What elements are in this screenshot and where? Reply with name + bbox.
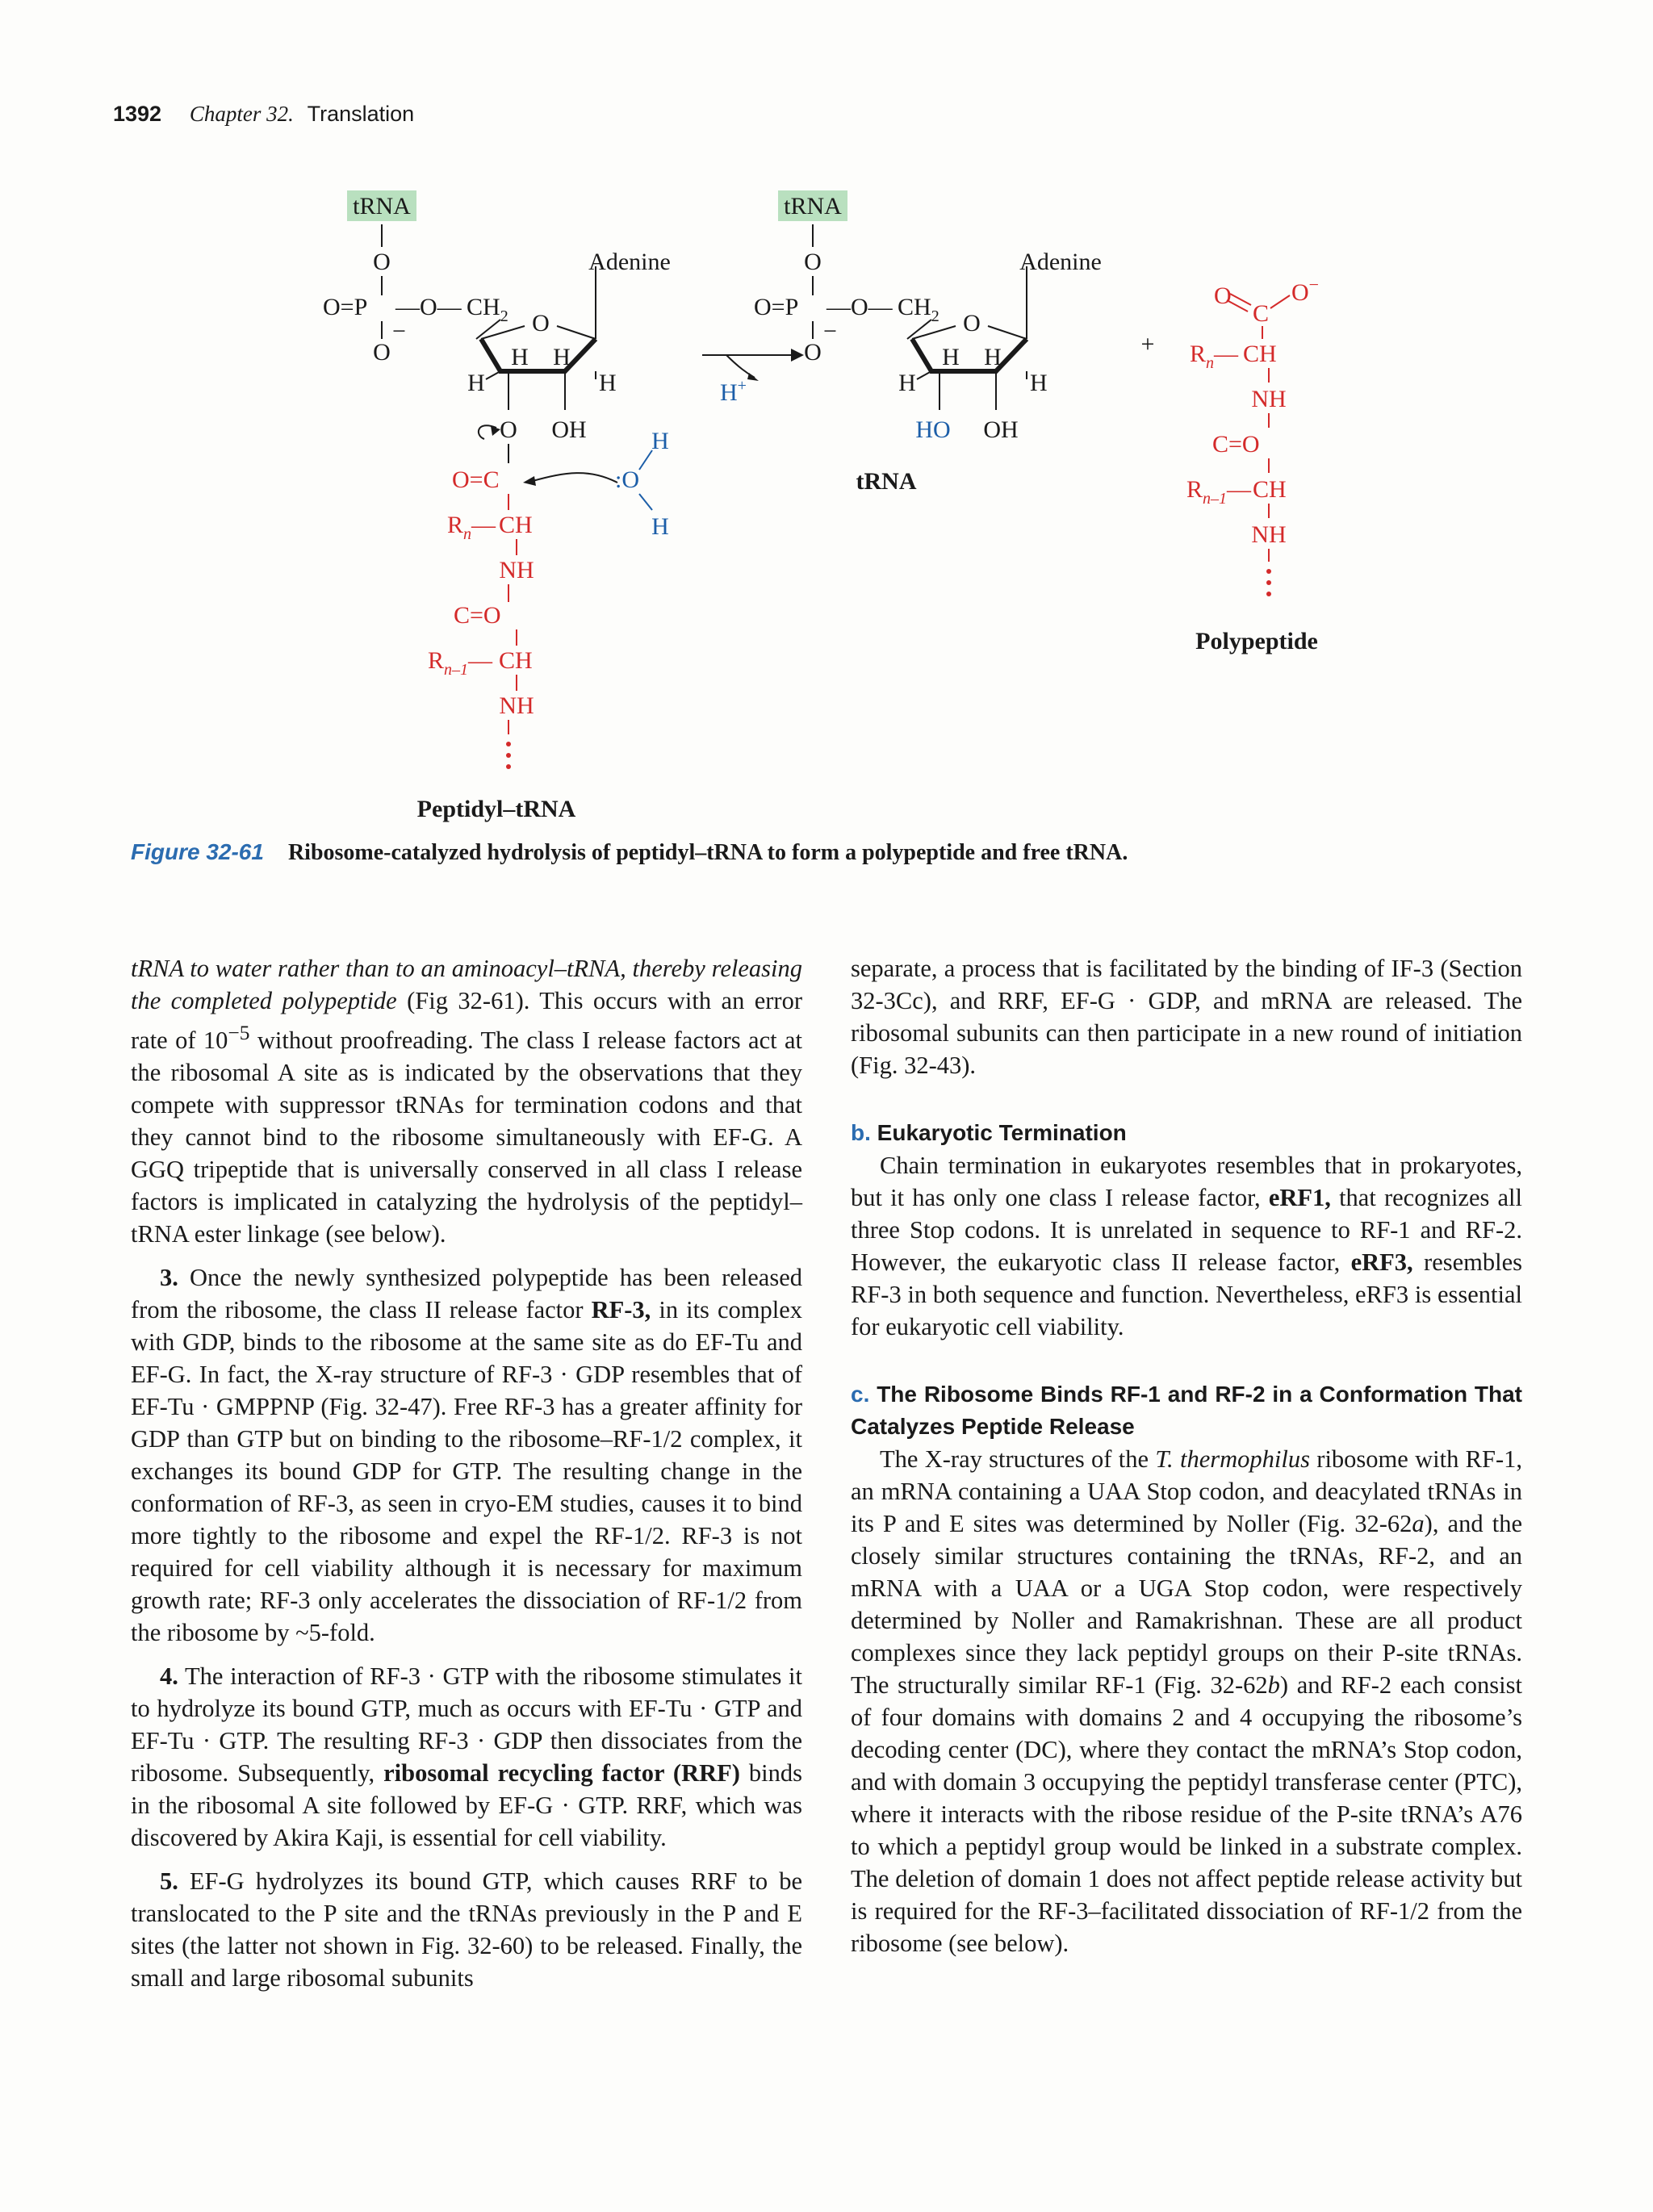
text: (Fig 32-61). This occurs with an error rate of 10 bbox=[131, 987, 802, 1055]
text: ), and the closely similar structures containing the tRNAs, RF-2, and an mRNA with a UAA or a UGA Stop codon, were respectively determined by Noller and Ramakrishnan. These are all product complexes since they lack peptidyl groups on their P-site tRNAs. The structurally similar RF-1 (Fig. 32-62 bbox=[851, 1510, 1522, 1699]
paragraph-item-3 bbox=[131, 1261, 802, 1649]
term: ribosomal recycling factor (RRF) bbox=[383, 1759, 740, 1788]
free-trna-structure bbox=[754, 190, 1102, 495]
section-letter: c. bbox=[851, 1382, 870, 1407]
text: in its complex with GDP, binds to the ribosome at the same site as do EF-Tu and EF-G. In fact, the X-ray structure of RF-3 · GDP resembles that of EF-Tu · GMPPNP (Fig. 32-47). Free RF-3 has a greater affinity for GDP than GTP but on binding to the ribosome–RF-1/2 complex, it exchanges its bound GDP for GTP. The resulting change in the conformation of RF-3, as seen in cryo-EM studies, causes it to bind more tightly to the ribosome and expel the RF-1/2. RF-3 is not required for cell viability although it is necessary for maximum growth rate; RF-3 only accelerates the dissociation of RF-1/2 from the ribosome by ~5-fold. bbox=[131, 1296, 802, 1647]
right-column bbox=[851, 952, 1522, 1971]
rn1-right: $R_{n-1}—$ bbox=[1186, 476, 1252, 508]
oh-left: OH bbox=[551, 416, 587, 443]
item-number: 5. bbox=[160, 1867, 178, 1896]
text: that recognizes all three Stop codons. It is unrelated in sequence to RF-1 and RF-2. However, the eukaryotic class II release factor, bbox=[851, 1184, 1523, 1276]
paragraph-item-4 bbox=[131, 1660, 802, 1854]
free-trna-label: tRNA bbox=[856, 468, 917, 495]
ch2-right: $CH_2$ bbox=[898, 294, 939, 325]
section-heading-c bbox=[851, 1378, 1522, 1443]
italic-text: tRNA to water rather than to an aminoacyl–tRNA, thereby releasing the completed polypeptide bbox=[131, 955, 802, 1014]
adenine-left: Adenine bbox=[588, 249, 671, 275]
carbonyl-left: O=C bbox=[452, 466, 500, 493]
h-right-1: H bbox=[942, 344, 960, 370]
caption-text: Ribosome-catalyzed hydrolysis of peptidyl–tRNA to form a polypeptide and free tRNA. bbox=[287, 840, 1128, 865]
trna-label-right: tRNA bbox=[784, 193, 842, 220]
nh-left-1: NH bbox=[499, 557, 534, 583]
ester-o-right: —O— bbox=[826, 294, 893, 320]
text: resembles RF-3 in both sequence and function. Nevertheless, eRF3 is essential for eukaryotic cell viability. bbox=[851, 1248, 1522, 1340]
phosphate-o-top: O bbox=[373, 249, 391, 275]
h-left-1: H bbox=[511, 344, 529, 370]
text: ribosome with RF-1, an mRNA containing a UAA Stop codon, and deacylated tRNAs in its P and E sites was determined by Noller (Fig. 32-62 bbox=[851, 1445, 1522, 1537]
proton-label: H+ bbox=[720, 377, 747, 406]
c-double-o-right: C=O bbox=[1212, 431, 1260, 458]
water-h-top: H bbox=[651, 428, 669, 454]
text: Chain termination in eukaryotes resembles that in prokaryotes, but it has only one class I release factor, bbox=[851, 1152, 1522, 1211]
c-double-o-left: C=O bbox=[454, 602, 501, 629]
carboxyl-c: C bbox=[1253, 300, 1270, 327]
superscript: −5 bbox=[228, 1022, 250, 1044]
page-number: 1392 bbox=[113, 102, 162, 126]
peptidyl-trna-structure bbox=[323, 190, 671, 822]
nh-right-1: NH bbox=[1251, 386, 1287, 412]
phosphate-o-bottom-right: O bbox=[804, 339, 822, 366]
h-left-3: H bbox=[467, 370, 485, 396]
water-oxygen: :O bbox=[615, 466, 639, 493]
text: EF-G hydrolyzes its bound GTP, which causes RRF to be translocated to the P site and the tRNAs previously in the P and E sites (the latter not shown in Fig. 32-60) to be released. Finally, the small and large ribosomal subunits bbox=[131, 1867, 802, 1992]
figure-caption bbox=[131, 839, 1551, 866]
paragraph bbox=[851, 1443, 1522, 1959]
text: without proofreading. The class I release factors act at the ribosomal A site as is indicated by the observations that they compete with suppressor tRNAs for termination codons and that they cannot bind to the ribosome simultaneously with EF-G. A GGQ tripeptide that is universally conserved in all class I release factors is implicated in catalyzing the hydrolysis of the peptidyl–tRNA ester linkage (see below). bbox=[131, 1027, 802, 1248]
carboxyl-o-1: O bbox=[1214, 282, 1232, 309]
plus-sign: + bbox=[1140, 331, 1155, 358]
italic-text: b bbox=[1267, 1671, 1280, 1699]
paragraph-item-5 bbox=[131, 1865, 802, 1994]
section-letter: b. bbox=[851, 1120, 871, 1145]
text: The interaction of RF-3 · GTP with the ribosome stimulates it to hydrolyze its bound GTP, much as occurs with EF-Tu · GTP and EF-Tu · GTP. The resulting RF-3 · GDP then dissociates from the ribosome. Subsequently, bbox=[131, 1662, 802, 1788]
nh-right-2: NH bbox=[1251, 521, 1287, 548]
hydrolysis-figure bbox=[0, 0, 1653, 839]
section-heading-b bbox=[851, 1117, 1522, 1149]
minus-left: − bbox=[392, 318, 406, 345]
rn-left: $R_n—$ bbox=[447, 512, 496, 543]
reaction-arrow bbox=[702, 349, 804, 406]
paragraph bbox=[131, 952, 802, 1250]
ch2-left: $CH_2$ bbox=[467, 294, 508, 325]
adenine-right: Adenine bbox=[1019, 249, 1102, 275]
term: RF-3, bbox=[591, 1296, 651, 1324]
item-number: 4. bbox=[160, 1662, 178, 1691]
text: ) and RF-2 each consist of four domains with domains 2 and 4 occupying the ribosome’s decoding center (DC), where they contact the mRNA’s Stop codon, and with domain 3 occupying the peptidyl transferase center (PTC), where it interacts with the ribose residue of the P-site tRNA’s A76 to which a peptidyl group would be linked in a substrate complex. The deletion of domain 1 does not affect peptide release activity but is required for the RF-3–facilitated dissociation of RF-1/2 from the ribosome (see below). bbox=[851, 1671, 1522, 1957]
paragraph bbox=[851, 1149, 1522, 1343]
ch-left-2: CH bbox=[499, 647, 533, 674]
ho-right: HO bbox=[915, 416, 951, 443]
ester-oxygen: O bbox=[500, 416, 517, 443]
nh-left-2: NH bbox=[499, 692, 534, 719]
water-h-bottom: H bbox=[651, 513, 669, 540]
chapter-title: Translation bbox=[307, 102, 415, 126]
text: Once the newly synthesized polypeptide has been released from the ribosome, the class II release factor bbox=[131, 1264, 802, 1324]
h-left-2: H bbox=[553, 344, 571, 370]
h-right-2: H bbox=[984, 344, 1002, 370]
oh-right: OH bbox=[983, 416, 1019, 443]
section-title: The Ribosome Binds RF-1 and RF-2 in a Conformation That Catalyzes Peptide Release bbox=[851, 1382, 1522, 1439]
rn-right: $R_n—$ bbox=[1190, 341, 1239, 372]
ch-right-2: CH bbox=[1253, 476, 1287, 503]
figure-label: Figure 32-61 bbox=[131, 839, 264, 864]
left-column bbox=[131, 952, 802, 2005]
ring-o-right: O bbox=[963, 310, 981, 337]
o-double-p: O=P bbox=[323, 294, 368, 320]
phosphate-o-top-right: O bbox=[804, 249, 822, 275]
item-number: 3. bbox=[160, 1264, 178, 1292]
ester-o: —O— bbox=[395, 294, 462, 320]
ch-right-1: CH bbox=[1243, 341, 1277, 367]
rn1-left: $R_{n-1}—$ bbox=[428, 647, 493, 679]
text: binds in the ribosomal A site followed by EF-G · GTP. RRF, which was discovered by Akira Kaji, is essential for cell viability. bbox=[131, 1759, 803, 1852]
h-right-4: H bbox=[1030, 370, 1048, 396]
section-title: Eukaryotic Termination bbox=[870, 1120, 1127, 1145]
polypeptide-structure bbox=[1186, 274, 1319, 654]
h-left-4: H bbox=[599, 370, 617, 396]
trna-label-left: tRNA bbox=[353, 193, 411, 220]
paragraph: separate, a process that is facilitated by the binding of IF-3 (Section 32-3Cc), and RRF, EF-G · GDP, and mRNA are released. The ribosomal subunits can then participate in a new round of initiation (Fig. 32-43). bbox=[851, 955, 1522, 1079]
polypeptide-label: Polypeptide bbox=[1195, 628, 1318, 654]
carboxylate-o: O− bbox=[1291, 274, 1320, 306]
h-right-3: H bbox=[898, 370, 916, 396]
italic-text: a bbox=[1412, 1510, 1425, 1537]
term: eRF1, bbox=[1268, 1184, 1331, 1211]
ch-left-1: CH bbox=[499, 512, 533, 538]
term: eRF3, bbox=[1350, 1248, 1413, 1276]
ring-o-left: O bbox=[532, 310, 550, 337]
peptidyl-trna-label: Peptidyl–tRNA bbox=[416, 796, 576, 822]
chapter-label: Chapter 32. bbox=[189, 102, 294, 126]
o-double-p-right: O=P bbox=[754, 294, 799, 320]
species-name: T. thermophilus bbox=[1155, 1445, 1310, 1473]
phosphate-o-bottom: O bbox=[373, 339, 391, 366]
minus-right: − bbox=[823, 318, 837, 345]
text: The X-ray structures of the bbox=[880, 1445, 1156, 1473]
